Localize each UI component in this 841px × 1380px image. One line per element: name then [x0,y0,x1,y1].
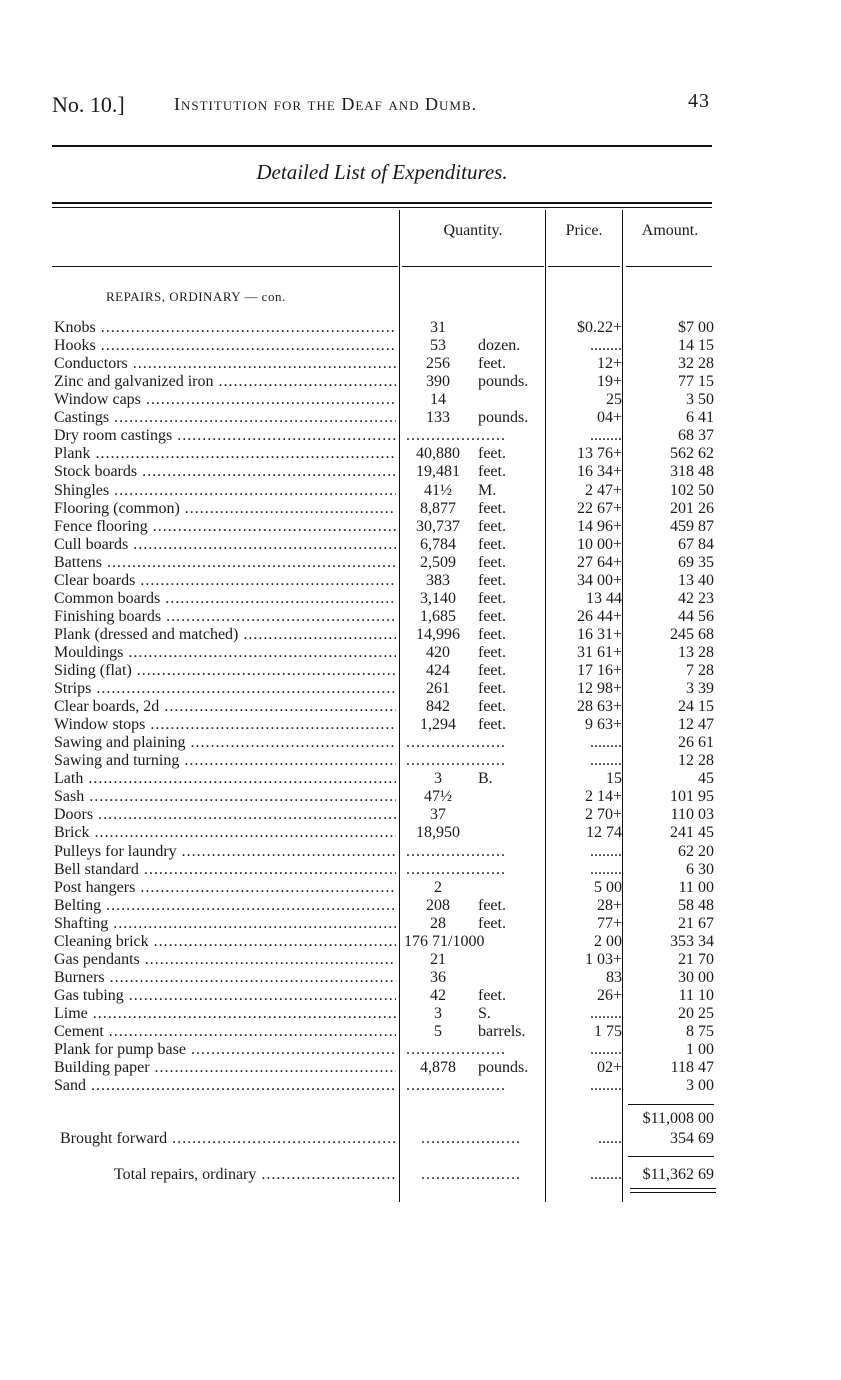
row-price: 13 44 [586,589,622,607]
row-amount: 11 10 [678,986,714,1004]
section-heading: REPAIRS, ORDINARY — con. [106,289,286,304]
table-row [0,933,841,951]
table-row [0,770,841,788]
row-description: Clear boards ..... [54,572,396,590]
row-price: ........ [590,734,622,752]
row-price: 12 74 [586,824,622,842]
row-unit: feet. [478,535,506,553]
row-amount: 118 47 [670,1059,714,1077]
table-top-rule-thin [52,207,712,208]
row-description: Window stops ..... [54,716,396,734]
row-description: Pulleys for laundry ..... [54,843,396,861]
table-row [0,590,841,608]
row-quantity: 28 [430,914,446,932]
row-quantity: 19,481 [416,463,460,481]
row-amount: 459 87 [670,517,714,535]
row-amount: 11 00 [678,878,714,896]
row-description: Building paper ..... [54,1059,396,1077]
row-price: 16 31+ [576,625,622,643]
row-quantity: 424 [426,662,450,679]
table-row [0,879,841,897]
table-row [0,482,841,500]
table-row [0,915,841,933]
table-row [0,680,841,698]
row-price: 12 98+ [576,680,622,697]
row-description: Shafting ..... [54,915,396,933]
subtotal-row [0,1110,841,1128]
row-description: Sawing and plaining ..... [54,734,396,752]
row-price: 25 [606,391,622,409]
row-description: Bell standard ..... [54,861,396,879]
row-price: 15 [606,770,622,788]
row-description: Strips ..... [54,680,396,698]
row-quantity: 30,737 [416,517,460,535]
row-quantity: 261 [426,680,450,697]
row-quantity: 256 [426,355,450,373]
row-quantity: 47½ [424,788,452,806]
row-amount: 13 40 [678,571,714,589]
table-row [0,554,841,572]
table-row [0,409,841,427]
row-quantity: 2,509 [420,553,456,571]
row-unit: feet. [478,643,506,661]
table-row [0,337,841,355]
row-amount: 62 20 [678,842,714,860]
row-description: Sash ..... [54,788,396,806]
row-quantity: .................... [406,842,506,860]
row-description: Siding (flat) ..... [54,662,396,680]
row-unit: pounds. [478,373,529,391]
row-description: Mouldings ..... [54,644,396,662]
row-quantity: 1,294 [420,716,456,734]
page-title: Detailed List of Expenditures. [256,160,508,184]
row-amount: 562 62 [670,445,714,463]
table-row [0,319,841,337]
row-quantity: 1,685 [420,607,456,625]
total-quantity: .................... [421,1166,521,1183]
row-price: 12+ [596,355,622,373]
row-quantity: 53 [430,337,446,355]
row-unit: feet. [478,463,506,481]
table-row [0,897,841,915]
row-price: ........ [590,427,622,445]
row-unit: feet. [478,986,506,1004]
row-unit: pounds. [478,409,529,427]
row-amount: 318 48 [670,463,714,481]
table-row [0,716,841,734]
row-unit: M. [478,481,497,499]
row-amount: 30 00 [678,968,714,986]
row-amount: 110 03 [670,806,714,824]
header-underline-price [548,266,620,267]
row-quantity: 14,996 [416,625,460,643]
table-row [0,969,841,987]
table-row [0,500,841,518]
row-quantity: .................... [406,860,506,878]
row-description: Knobs ..... [54,319,396,337]
row-price: 2 00 [594,932,622,950]
table-row [0,626,841,644]
row-description: Doors ..... [54,806,396,824]
table-row [0,391,841,409]
row-quantity: .................... [406,734,506,752]
row-description: Lime ..... [54,1005,396,1023]
brought-forward-amount: 354 69 [670,1130,714,1147]
row-description: Finishing boards ..... [54,608,396,626]
row-unit: pounds. [478,1059,529,1077]
total-double-rule-2 [630,1192,716,1193]
row-unit: feet. [478,914,506,932]
table-row [0,1023,841,1041]
row-quantity: 176 71/1000 [404,932,485,950]
table-row [0,608,841,626]
total-label: Total repairs, ordinary ..... [114,1166,396,1184]
row-amount: 21 67 [678,914,714,932]
table-row [0,536,841,554]
row-amount: 67 84 [678,535,714,553]
row-price: 1 03+ [584,950,622,968]
row-quantity: 383 [426,571,450,589]
row-price: 13 76+ [576,445,622,463]
row-price: 83 [606,968,622,986]
table-row [0,445,841,463]
row-amount: 3 50 [686,391,714,409]
row-amount: 353 34 [670,932,714,950]
document-number: No. 10.] [52,92,125,117]
table-row [0,861,841,879]
row-price: 31 61+ [576,643,622,661]
row-description: Zinc and galvanized iron ..... [54,373,396,391]
row-description: Plank ..... [54,445,396,463]
row-quantity: 36 [430,968,446,986]
row-quantity: 133 [426,409,450,427]
brought-forward-price: ...... [598,1130,622,1147]
row-description: Gas pendants ..... [54,951,396,969]
row-price: 9 63+ [584,716,622,734]
row-description: Cull boards ..... [54,536,396,554]
page-number: 43 [688,90,710,112]
table-row [0,572,841,590]
row-price: 26+ [596,986,622,1004]
total-amount: $11,362 69 [642,1166,714,1183]
row-quantity: .................... [406,1077,506,1095]
row-description: Brick ..... [54,824,396,842]
table-row [0,843,841,861]
row-price: 77+ [596,914,622,932]
row-amount: 42 23 [678,589,714,607]
row-description: Sand ..... [54,1077,396,1095]
row-quantity: 18,950 [416,824,460,842]
row-amount: 7 28 [686,662,714,679]
column-header-amount: Amount. [641,222,699,239]
row-price: 14 96+ [576,517,622,535]
row-amount: 32 28 [678,355,714,373]
total-price: ........ [590,1166,622,1183]
row-quantity: 3 [434,770,442,788]
row-description: Post hangers ..... [54,879,396,897]
row-quantity: 5 [434,1023,442,1040]
row-price: 34 00+ [576,571,622,589]
page-header [52,88,714,122]
row-amount: 77 15 [678,373,714,391]
row-price: 19+ [596,373,622,391]
row-price: 2 70+ [584,806,622,824]
row-amount: 13 28 [678,643,714,661]
row-amount: 8 75 [686,1023,714,1040]
row-unit: feet. [478,571,506,589]
row-quantity: .................... [406,752,506,770]
row-description: Common boards ..... [54,590,396,608]
row-description: Gas tubing ..... [54,987,396,1005]
row-quantity: 3 [434,1004,442,1022]
row-quantity: 390 [426,373,450,391]
row-price: $0.22+ [576,319,622,336]
row-quantity: 842 [426,698,450,715]
row-price: ........ [590,1077,622,1095]
row-description: Battens ..... [54,554,396,572]
row-unit: barrels. [478,1023,526,1040]
row-price: 28+ [596,896,622,914]
table-row [0,518,841,536]
row-quantity: 6,784 [420,535,456,553]
row-quantity: .................... [406,427,506,445]
row-description: Belting ..... [54,897,396,915]
table-row [0,951,841,969]
row-unit: feet. [478,607,506,625]
table-row [0,373,841,391]
row-amount: 69 35 [678,553,714,571]
table-row [0,698,841,716]
table-row [0,824,841,842]
row-amount: 12 28 [678,752,714,770]
row-amount: 58 48 [678,896,714,914]
brought-forward-quantity: .................... [421,1130,521,1147]
table-row [0,463,841,481]
row-description: Burners ..... [54,969,396,987]
row-unit: feet. [478,896,506,914]
table-row [0,427,841,445]
total-double-rule-1 [630,1188,716,1189]
table-row [0,355,841,373]
subtotal-amount: $11,008 00 [642,1110,714,1127]
row-amount: 6 30 [686,860,714,878]
table-row [0,752,841,770]
brought-forward-row [0,1130,841,1148]
table-row [0,644,841,662]
header-underline-amount [626,266,712,267]
row-unit: feet. [478,680,506,697]
row-description: Cleaning brick ..... [54,933,396,951]
header-rule [52,145,712,147]
row-quantity: 42 [430,986,446,1004]
row-description: Dry room castings ..... [54,427,396,445]
total-rule [628,1156,714,1157]
row-quantity: 3,140 [420,589,456,607]
row-description: Sawing and turning ..... [54,752,396,770]
row-description: Lath ..... [54,770,396,788]
table-row [0,662,841,680]
row-amount: 6 41 [686,409,714,427]
row-description: Fence flooring ..... [54,518,396,536]
row-unit: feet. [478,716,506,734]
row-amount: 1 00 [686,1041,714,1058]
row-price: 26 44+ [576,607,622,625]
row-price: 5 00 [594,878,622,896]
row-description: Shingles ..... [54,482,396,500]
row-quantity: 40,880 [416,445,460,463]
row-price: 02+ [596,1059,622,1077]
row-description: Clear boards, 2d ..... [54,698,396,716]
row-description: Window caps ..... [54,391,396,409]
row-amount: 201 26 [670,499,714,517]
table-row [0,734,841,752]
table-row [0,788,841,806]
row-unit: feet. [478,355,506,373]
row-unit: feet. [478,698,506,715]
column-header-price: Price. [565,222,603,239]
row-price: ........ [590,842,622,860]
row-amount: 3 39 [686,680,714,697]
row-quantity: 8,877 [420,499,456,517]
row-price: ........ [590,860,622,878]
row-price: 1 75 [594,1023,622,1040]
row-unit: dozen. [478,337,521,355]
row-quantity: 208 [426,896,450,914]
row-amount: 68 37 [678,427,714,445]
row-unit: feet. [478,553,506,571]
row-price: ........ [590,752,622,770]
row-quantity: 4,878 [420,1059,456,1077]
row-unit: feet. [478,499,506,517]
row-amount: 102 50 [670,481,714,499]
row-price: 16 34+ [576,463,622,481]
row-price: 10 00+ [576,535,622,553]
row-description: Hooks ..... [54,337,396,355]
row-unit: feet. [478,625,506,643]
table-row [0,1077,841,1095]
row-amount: 44 56 [678,607,714,625]
row-amount: 24 15 [678,698,714,715]
total-row [0,1166,841,1184]
row-price: ........ [590,1004,622,1022]
row-unit: feet. [478,662,506,679]
table-row [0,987,841,1005]
row-price: 17 16+ [576,662,622,679]
subtotal-rule [628,1104,714,1105]
row-quantity: 21 [430,950,446,968]
row-price: 28 63+ [576,698,622,715]
row-amount: 3 00 [686,1077,714,1095]
table-row [0,806,841,824]
row-description: Plank (dressed and matched) ..... [54,626,396,644]
row-amount: $7 00 [678,319,714,336]
row-description: Conductors ..... [54,355,396,373]
table-row [0,1005,841,1023]
row-quantity: 14 [430,391,446,409]
row-price: 04+ [596,409,622,427]
row-description: Plank for pump base ..... [54,1041,396,1059]
column-header-quantity: Quantity. [443,222,503,239]
row-price: 27 64+ [576,553,622,571]
row-description: Castings ..... [54,409,396,427]
row-quantity: 31 [430,319,446,336]
row-price: ........ [590,337,622,355]
row-amount: 241 45 [670,824,714,842]
row-description: Stock boards ..... [54,463,396,481]
row-price: 2 14+ [584,788,622,806]
table-row [0,1041,841,1059]
row-quantity: 2 [434,878,442,896]
row-description: Cement ..... [54,1023,396,1041]
row-amount: 101 95 [670,788,714,806]
table-top-rule [52,202,712,204]
row-unit: feet. [478,517,506,535]
row-description: Flooring (common) ..... [54,500,396,518]
row-unit: feet. [478,445,506,463]
row-quantity: 420 [426,643,450,661]
table-row [0,1059,841,1077]
row-quantity: 41½ [424,481,452,499]
header-underline-desc [52,266,398,267]
row-amount: 20 25 [678,1004,714,1022]
row-price: 22 67+ [576,499,622,517]
row-amount: 14 15 [678,337,714,355]
row-quantity: 37 [430,806,446,824]
row-price: ........ [590,1041,622,1058]
institution-name: Institution for the Deaf and Dumb. [174,94,478,114]
row-amount: 12 47 [678,716,714,734]
row-amount: 245 68 [670,625,714,643]
brought-forward-label: Brought forward ..... [60,1130,396,1148]
row-amount: 21 70 [678,950,714,968]
row-amount: 45 [698,770,714,788]
row-amount: 26 61 [678,734,714,752]
row-unit: S. [478,1004,491,1022]
header-underline-qty [402,266,544,267]
row-price: 2 47+ [584,481,622,499]
row-unit: feet. [478,589,506,607]
row-unit: B. [478,770,493,788]
row-quantity: .................... [406,1041,506,1058]
